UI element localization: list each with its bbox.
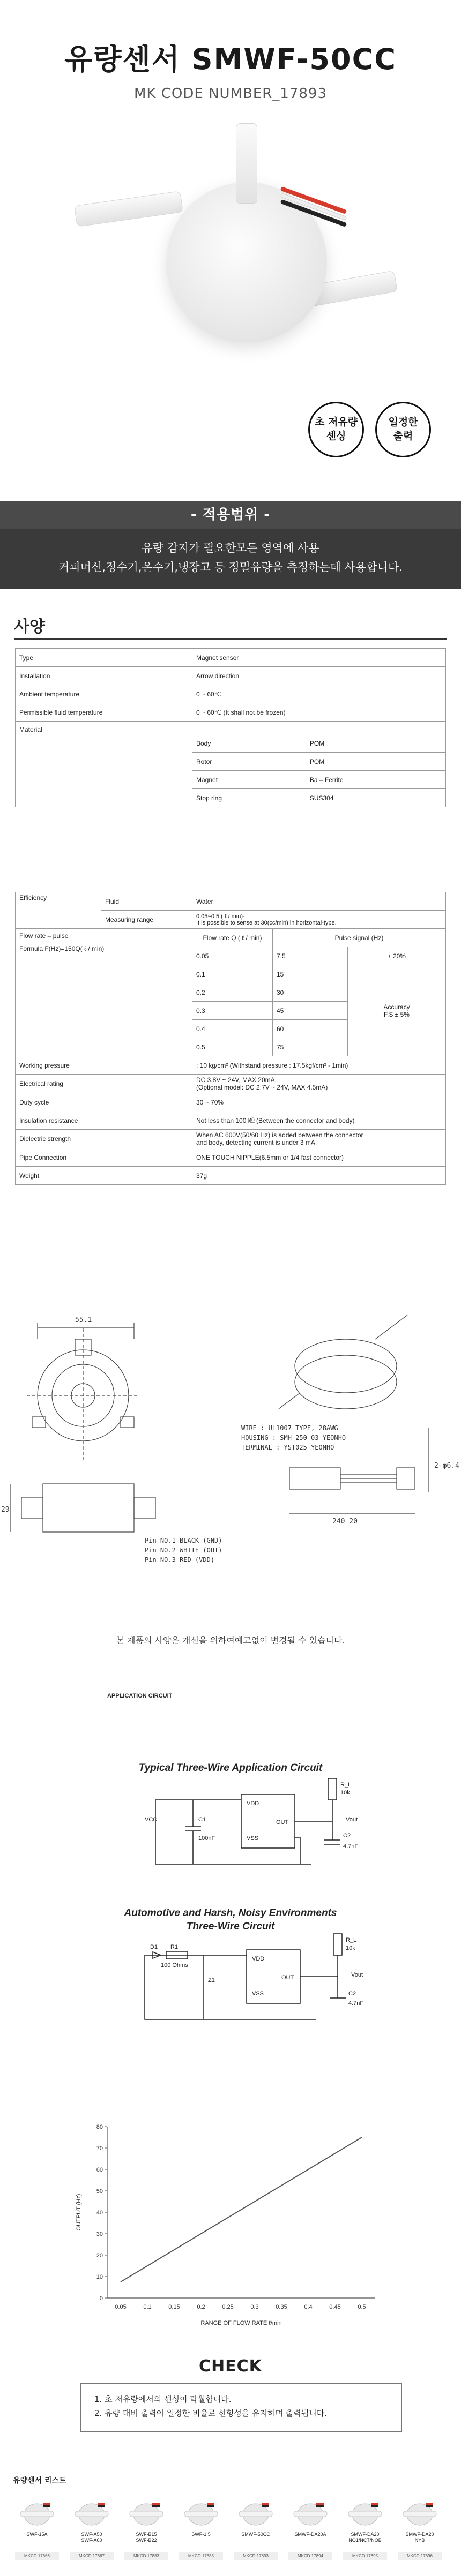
circuit-svg [0, 1693, 461, 2046]
spec-value: Arrow direction [192, 667, 446, 685]
product-code: MKCD.17885 [179, 2552, 223, 2560]
product-code: MKCD.17867 [70, 2552, 114, 2560]
side-body [43, 1484, 134, 1532]
flowrate-cell [16, 929, 192, 1056]
product-code: MKCD.17896 [398, 2552, 442, 2560]
spec-key: Working pressure [16, 1056, 192, 1075]
application-title: - 적용범위 - [0, 501, 461, 529]
resistor-rl-2 [333, 1934, 342, 1955]
application-band [0, 501, 461, 589]
product-code: MKCD.17893 [234, 2552, 278, 2560]
spec-notice: 본 제품의 사양은 개선을 위하여예고없이 변경될 수 있습니다. [116, 1635, 345, 1646]
x-tick-label: 0.45 [329, 2304, 341, 2310]
spec-value: 0.05~0.5 ( ℓ / min)· It is possible to sense at 30(cc/min) in horizontal-type. [192, 911, 446, 929]
label-vdd: VDD [247, 1800, 259, 1807]
label-r1: R1 [170, 1944, 179, 1950]
x-tick-label: 0.05 [115, 2304, 127, 2310]
dimension-drawing [0, 1307, 461, 1607]
output-graph [0, 2111, 461, 2335]
flowrate-formula: Formula F(Hz)=150Q( ℓ / min) [19, 945, 105, 952]
label-out: OUT [276, 1819, 289, 1826]
application-circuit [0, 1693, 461, 2046]
y-tick-label: 60 [96, 2167, 103, 2173]
label-rl: R_L [340, 1782, 352, 1788]
check-item: 2. 유량 대비 출력이 일정한 비율로 선형성을 유지하며 출력됩니다. [94, 2408, 327, 2419]
pulse-value: 30 [273, 983, 348, 1002]
cable-housing [397, 1468, 415, 1489]
flow-value: 0.2 [192, 983, 273, 1002]
perspective-body [295, 1339, 397, 1393]
spec-key: Insulation resistance [16, 1111, 192, 1130]
y-tick-label: 0 [99, 2295, 103, 2302]
label-out-2: OUT [281, 1974, 294, 1981]
x-tick-label: 0.4 [304, 2304, 313, 2310]
material-part: Magnet [192, 771, 306, 789]
y-tick-label: 40 [96, 2210, 103, 2216]
spec-key: Ambient temperature [16, 685, 192, 703]
label-c2-2: C2 [348, 1991, 356, 1997]
circuit-title: APPLICATION CIRCUIT [107, 1693, 173, 1699]
flow-header: Flow rate Q ( ℓ / min) [192, 929, 273, 947]
dim-height-label: 29 [1, 1506, 10, 1514]
product-item[interactable] [122, 2496, 170, 2571]
label-c2: C2 [343, 1833, 351, 1839]
wire-out [295, 1800, 332, 1821]
drawing-svg [0, 1307, 461, 1607]
spec-rule [14, 638, 447, 640]
spec-key: Weight [16, 1167, 192, 1185]
x-tick-label: 0.5 [358, 2304, 366, 2310]
check-title: CHECK [199, 2357, 262, 2376]
product-item[interactable] [396, 2496, 444, 2571]
pulse-value: 7.5 [273, 947, 348, 965]
perspective-pipe [279, 1393, 300, 1409]
table-row [16, 667, 446, 685]
flowrate-label: Flow rate – pulse [19, 932, 69, 940]
wire-spec-line: WIRE : UL1007 TYPE, 28AWG [241, 1424, 338, 1432]
perspective-base [295, 1355, 397, 1409]
pulse-value: 60 [273, 1020, 348, 1038]
chart-svg [0, 2111, 461, 2335]
spec-key: Measuring range [101, 911, 192, 929]
spec-key: Dielectric strength [16, 1130, 192, 1148]
x-tick-label: 0.35 [276, 2304, 287, 2310]
product-thumbnail [292, 2496, 329, 2529]
product-list [0, 2475, 461, 2576]
product-thumbnail [346, 2496, 384, 2529]
spec-key: Type [16, 649, 192, 667]
product-item[interactable] [232, 2496, 280, 2571]
cable-sensor [289, 1468, 340, 1489]
table-row [16, 1111, 446, 1130]
product-name: SMWF-DA20 NO1/NCT/NOB [348, 2532, 382, 2543]
spec-key: Fluid [101, 892, 192, 911]
material-value: POM [306, 734, 445, 753]
y-tick-label: 70 [96, 2145, 103, 2152]
label-c1: C1 [198, 1816, 206, 1823]
x-tick-label: 0.25 [222, 2304, 234, 2310]
dim-side-label: 2-φ6.4 [434, 1462, 459, 1470]
flow-value: 0.1 [192, 965, 273, 983]
product-thumbnail [182, 2496, 220, 2529]
product-code: MKCD.17895 [343, 2552, 387, 2560]
spec-heading [0, 613, 461, 635]
check-item: 1. 초 저유량에서의 센싱이 탁월합니다. [94, 2394, 232, 2404]
y-tick-label: 20 [96, 2252, 103, 2259]
dim-width-label: 55.1 [75, 1316, 92, 1324]
spec-value: 30 ~ 70% [192, 1093, 446, 1111]
y-tick-label: 50 [96, 2188, 103, 2195]
product-thumbnail [128, 2496, 165, 2529]
check-box [80, 2383, 402, 2432]
wire-spec-line: HOUSING : SMH-250-03 YEONHO [241, 1434, 346, 1441]
product-name: SWF-1.5 [191, 2532, 211, 2537]
product-thumbnail [401, 2496, 438, 2529]
label-vss: VSS [247, 1835, 259, 1842]
wire-vss [295, 1837, 300, 1864]
spec-key: Material [16, 722, 192, 807]
x-tick-label: 0.2 [197, 2304, 205, 2310]
spec-value: When AC 600V(50/60 Hz) is added between the connector and body, detecting current is under 3 mA. [192, 1130, 446, 1148]
label-r1-value: 100 Ohms [161, 1962, 188, 1969]
product-item[interactable] [177, 2496, 225, 2571]
mk-code-number: MK CODE NUMBER_17893 [133, 86, 328, 102]
product-item[interactable] [286, 2496, 334, 2571]
product-thumbnail [73, 2496, 110, 2529]
spec-key: Pipe Connection [16, 1148, 192, 1167]
spec-value: ONE TOUCH NIPPLE(6.5mm or 1/4 fast connector) [192, 1148, 446, 1167]
label-rl-2: R_L [346, 1937, 357, 1943]
material-part: Rotor [192, 753, 306, 771]
material-part: Stop ring [192, 789, 306, 807]
material-part: Body [192, 734, 306, 753]
series-line [121, 2137, 362, 2282]
top-nozzle [236, 123, 257, 204]
application-line-1: 유량 감지가 필요한모든 영역에 사용 [142, 542, 319, 554]
label-rl-value: 10k [340, 1790, 350, 1796]
table-row [16, 892, 446, 911]
product-item[interactable] [13, 2496, 61, 2571]
table-row [16, 649, 446, 667]
application-line-2: 커피머신,정수기,온수기,냉장고 등 정밀유량을 측정하는데 사용합니다. [58, 561, 403, 574]
label-c1-value: 100nF [198, 1835, 215, 1842]
table-row [16, 722, 446, 734]
pin-line: Pin NO.2 WHITE (OUT) [145, 1546, 222, 1554]
material-value: SUS304 [306, 789, 445, 807]
flow-value: 0.5 [192, 1038, 273, 1056]
table-row [16, 703, 446, 722]
material-value: POM [306, 753, 445, 771]
spec-key: Electrical rating [16, 1075, 192, 1093]
pulse-header: Pulse signal (Hz) [273, 929, 446, 947]
product-thumbnail [18, 2496, 56, 2529]
resistor-rl [328, 1778, 337, 1800]
label-c2-value-2: 4.7nF [348, 2000, 364, 2007]
table-row [16, 1148, 446, 1167]
badge-low-flow: 초 저유량 센싱 [308, 402, 364, 457]
table-row [16, 1056, 446, 1075]
product-code: MKCD.17883 [124, 2552, 168, 2560]
check-section [0, 2357, 461, 2448]
label-vss-2: VSS [252, 1991, 264, 1997]
spec-value: 0 ~ 60℃ (It shall not be frozen) [192, 703, 446, 722]
spec-value: Magnet sensor [192, 649, 446, 667]
table-row [16, 1075, 446, 1093]
spec-key: Duty cycle [16, 1093, 192, 1111]
y-axis-label: OUTPUT (Hz) [76, 2194, 82, 2231]
product-name: SWF-B15 SWF-B22 [136, 2532, 157, 2543]
wire-out-2 [300, 1955, 338, 1977]
spec-key: Permissible fluid temperature [16, 703, 192, 722]
accuracy: Accuracy F.S ± 5% [348, 965, 446, 1056]
label-rl-value-2: 10k [346, 1945, 355, 1951]
product-name: SMWF-DA20A [294, 2532, 326, 2537]
x-tick-label: 0.1 [143, 2304, 152, 2310]
table-row [16, 1130, 446, 1148]
product-name: SWF-A50 SWF-A60 [81, 2532, 102, 2543]
product-code: MKCD.17866 [15, 2552, 59, 2560]
product-item[interactable] [68, 2496, 116, 2571]
label-vdd-2: VDD [252, 1956, 265, 1962]
pin-line: Pin NO.3 RED (VDD) [145, 1556, 215, 1564]
header [0, 0, 461, 107]
pin-line: Pin NO.1 BLACK (GND) [145, 1537, 222, 1544]
side-inlet [21, 1497, 43, 1519]
table-row [16, 1167, 446, 1185]
pulse-value: 75 [273, 1038, 348, 1056]
y-tick-label: 80 [96, 2124, 103, 2130]
spec-key: Installation [16, 667, 192, 685]
tolerance: ± 20% [348, 947, 446, 965]
perspective-nozzle [375, 1315, 407, 1339]
spec-title: 사양 [14, 618, 45, 636]
flow-value: 0.3 [192, 1002, 273, 1020]
product-list-title: 유량센서 리스트 [13, 2476, 66, 2485]
table-row [16, 1093, 446, 1111]
y-tick-label: 30 [96, 2231, 103, 2237]
label-c2-value: 4.7nF [343, 1843, 359, 1850]
pulse-value: 45 [273, 1002, 348, 1020]
product-code: MKCD.17894 [288, 2552, 332, 2560]
spec-value: 0 ~ 60℃ [192, 685, 446, 703]
product-item[interactable] [341, 2496, 389, 2571]
flow-value: 0.05 [192, 947, 273, 965]
material-value: Ba – Ferrite [306, 771, 445, 789]
circuit-sub-automotive: Automotive and Harsh, Noisy Environments Three-Wire Circuit [124, 1907, 337, 1932]
flow-value: 0.4 [192, 1020, 273, 1038]
spec-table-general [15, 648, 446, 807]
label-d1: D1 [150, 1944, 158, 1950]
spec-value: : 10 kg/cm² (Withstand pressure : 17.5kgf/cm² - 1min) [192, 1056, 446, 1075]
y-tick-label: 10 [96, 2274, 103, 2280]
spec-value: Water [192, 892, 446, 911]
label-vcc: VCC [145, 1816, 158, 1823]
badge-constant-output: 일정한 출력 [375, 402, 431, 457]
label-vout: Vout [346, 1816, 358, 1823]
table-row [16, 685, 446, 703]
spec-value: DC 3.8V ~ 24V, MAX 20mA, (Optional model: DC 2.7V ~ 24V, MAX 4.5mA) [192, 1075, 446, 1093]
wire-gnd [155, 1800, 311, 1864]
x-axis-label: RANGE OF FLOW RATE ℓ/min [200, 2320, 282, 2326]
x-tick-label: 0.3 [250, 2304, 259, 2310]
spec-table-performance [15, 892, 446, 1185]
table-row [16, 929, 446, 947]
feature-badges [0, 402, 461, 466]
dim-length-label: 240 20 [332, 1518, 358, 1526]
product-name: SMWF-50CC [241, 2532, 270, 2537]
product-image [0, 118, 461, 396]
side-outlet [134, 1497, 155, 1519]
product-name: SMWF-DA20 NYB [405, 2532, 434, 2543]
circuit-sub-typical: Typical Three-Wire Application Circuit [138, 1762, 323, 1774]
product-thumbnail [237, 2496, 274, 2529]
label-z1: Z1 [208, 1977, 215, 1984]
spec-value: 37g [192, 1167, 446, 1185]
sensor-body [166, 182, 327, 343]
product-title: 유량센서 SMWF-50CC [64, 42, 397, 76]
label-vout-2: Vout [351, 1972, 363, 1978]
pulse-value: 15 [273, 965, 348, 983]
wire-spec-line: TERMINAL : YST025 YEONHO [241, 1444, 334, 1451]
x-tick-label: 0.15 [168, 2304, 180, 2310]
spec-key: Efficiency [16, 892, 101, 929]
inlet-pipe [74, 191, 183, 227]
product-name: SWF-15A [26, 2532, 48, 2537]
spec-value: Not less than 100 ㏁ (Between the connector and body) [192, 1111, 446, 1130]
